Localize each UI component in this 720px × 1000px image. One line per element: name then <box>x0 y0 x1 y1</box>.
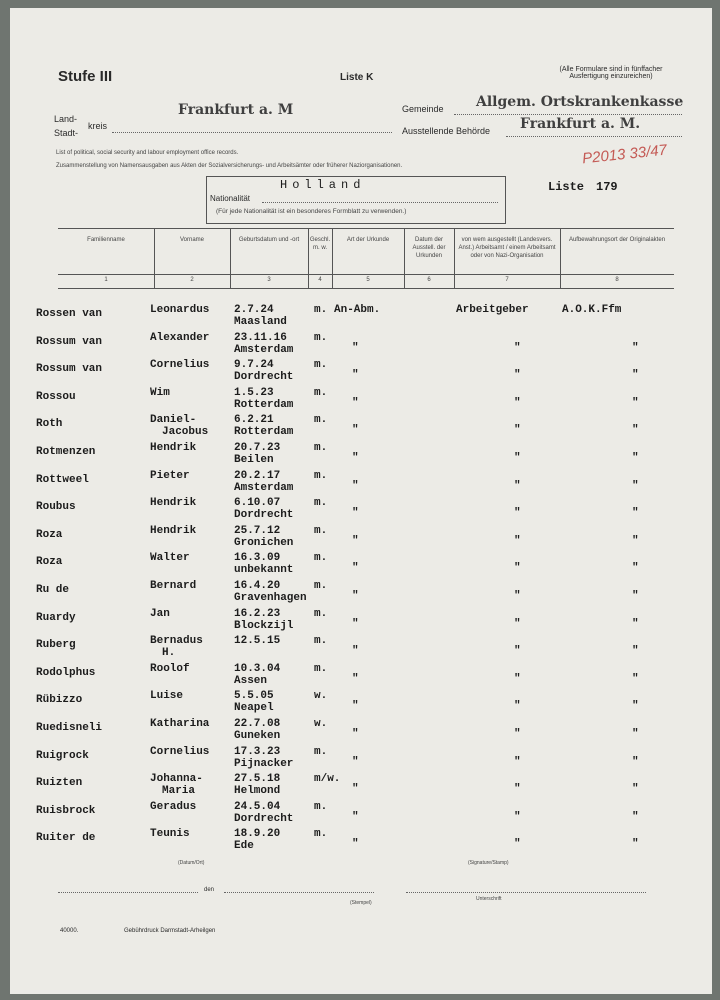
surname-cell: Ruisbrock <box>36 805 96 817</box>
document-type-cell: " <box>352 700 359 712</box>
sex-cell: m. <box>314 608 328 620</box>
sex-cell: m. <box>314 359 328 371</box>
surname-cell: Rottweel <box>36 474 89 486</box>
birth-place-cell: Dordrecht <box>234 371 294 383</box>
column-number: 8 <box>615 277 619 283</box>
sex-cell: m. <box>314 746 328 758</box>
birth-date-cell: 20.7.23 <box>234 442 281 454</box>
issuer-cell: " <box>514 645 521 657</box>
birth-place-cell: Neapel <box>234 702 274 714</box>
document-type-cell: " <box>352 369 359 381</box>
issuer-cell: " <box>514 838 521 850</box>
issuer-cell: " <box>514 783 521 795</box>
nationality-label: Nationalität <box>210 194 251 203</box>
birth-place-cell: Helmond <box>234 785 281 797</box>
issuer-cell: " <box>514 562 521 574</box>
birth-place-cell: Dordrecht <box>234 509 294 521</box>
table-top-rule <box>58 228 674 229</box>
issuer-cell: " <box>514 507 521 519</box>
document-type-cell: " <box>352 452 359 464</box>
document-type-cell: " <box>352 397 359 409</box>
issuer-cell: " <box>514 673 521 685</box>
storage-cell: " <box>632 645 639 657</box>
first-name-cell: Katharina <box>150 718 210 730</box>
stempel-label: (Stempel) <box>350 900 372 906</box>
issuer-cell: " <box>514 618 521 630</box>
birth-date-cell: 23.11.16 <box>234 332 287 344</box>
birth-date-cell: 12.5.15 <box>234 635 281 647</box>
document-type-cell: " <box>352 728 359 740</box>
document-type-cell: " <box>352 673 359 685</box>
column-header: Vorname <box>179 237 204 243</box>
surname-cell: Ruedisneli <box>36 722 103 734</box>
document-type-cell: " <box>352 590 359 602</box>
surname-cell: Ruberg <box>36 639 76 651</box>
storage-cell: " <box>632 535 639 547</box>
birth-place-cell: Maasland <box>234 316 287 328</box>
birth-date-cell: 24.5.04 <box>234 801 281 813</box>
kreis-label: kreis <box>88 121 108 131</box>
storage-cell: A.O.K.Ffm <box>562 304 622 316</box>
sex-cell: w. <box>314 718 328 730</box>
birth-date-cell: 20.2.17 <box>234 470 281 482</box>
document-type-cell: An-Abm. <box>334 304 381 316</box>
birth-date-cell: 1.5.23 <box>234 387 274 399</box>
storage-cell: " <box>632 452 639 464</box>
first-name-cell: Pieter <box>150 470 190 482</box>
column-header: Familienname <box>87 237 125 243</box>
column-header: Aufbewahrungsort der Originalakten <box>568 237 666 243</box>
storage-cell: " <box>632 838 639 850</box>
kreis-stamp: Frankfurt a. M <box>178 102 294 118</box>
surname-cell: Roza <box>36 529 63 541</box>
first-name-cell: Johanna- <box>150 773 203 785</box>
birth-date-cell: 16.3.09 <box>234 552 281 564</box>
surname-cell: Rotmenzen <box>36 446 96 458</box>
issuer-cell: " <box>514 728 521 740</box>
issuer-cell: " <box>514 535 521 547</box>
issuer-cell: " <box>514 590 521 602</box>
birth-place-cell: unbekannt <box>234 564 294 576</box>
storage-cell: " <box>632 811 639 823</box>
surname-cell: Rossen van <box>36 308 103 320</box>
printer-imprint: Gebührdruck Darmstadt-Arheilgen <box>124 928 216 934</box>
storage-cell: " <box>632 783 639 795</box>
document-type-cell: " <box>352 535 359 547</box>
birth-place-cell: Ede <box>234 840 254 852</box>
surname-cell: Rossum van <box>36 336 103 348</box>
storage-cell: " <box>632 728 639 740</box>
handwritten-reference: P2013 33/47 <box>581 141 668 168</box>
column-number: 1 <box>104 277 108 283</box>
gemeinde-label: Gemeinde <box>402 104 444 114</box>
birth-date-cell: 16.2.23 <box>234 608 281 620</box>
first-name-cell: Geradus <box>150 801 197 813</box>
table-number-rule <box>58 288 674 289</box>
sex-cell: m. <box>314 414 328 426</box>
surname-cell: Roza <box>36 556 63 568</box>
issuer-cell: " <box>514 811 521 823</box>
surname-cell: Ru de <box>36 584 70 596</box>
sex-cell: m. <box>314 552 328 564</box>
birth-date-cell: 25.7.12 <box>234 525 281 537</box>
first-name-cell: Leonardus <box>150 304 210 316</box>
birth-date-cell: 17.3.23 <box>234 746 281 758</box>
sex-cell: m. <box>314 332 328 344</box>
surname-cell: Rossum van <box>36 363 103 375</box>
issuer-cell: " <box>514 452 521 464</box>
first-name-cont-cell: Jacobus <box>162 426 209 438</box>
issuer-cell: " <box>514 700 521 712</box>
nationality-note: (Für jede Nationalität ist ein besonderes Formblatt zu verwenden.) <box>216 208 407 215</box>
birth-place-cell: Gronichen <box>234 537 294 549</box>
first-name-cell: Daniel- <box>150 414 197 426</box>
document-type-cell: " <box>352 424 359 436</box>
birth-place-cell: Amsterdam <box>234 344 294 356</box>
birth-place-cell: Guneken <box>234 730 281 742</box>
storage-cell: " <box>632 700 639 712</box>
column-number: 6 <box>427 277 431 283</box>
column-header: Geschl. m. w. <box>309 237 331 251</box>
storage-cell: " <box>632 342 639 354</box>
first-name-cell: Teunis <box>150 828 190 840</box>
first-name-cell: Walter <box>150 552 190 564</box>
signature-stamp-label: (Signature/Stamp) <box>468 860 509 866</box>
english-caption: List of political, social security and labour employment office records. <box>56 150 239 156</box>
first-name-cell: Hendrik <box>150 525 197 537</box>
first-name-cell: Luise <box>150 690 184 702</box>
issuer-cell: " <box>514 480 521 492</box>
sex-cell: m. <box>314 387 328 399</box>
sex-cell: m. <box>314 828 328 840</box>
gemeinde-stamp: Allgem. Ortskrankenkasse <box>476 94 684 110</box>
document-type-cell: " <box>352 562 359 574</box>
first-name-cell: Alexander <box>150 332 210 344</box>
form-title: Stufe III <box>58 68 113 85</box>
storage-cell: " <box>632 480 639 492</box>
form-number: 40000. <box>60 928 79 934</box>
first-name-cell: Jan <box>150 608 170 620</box>
first-name-cell: Roolof <box>150 663 190 675</box>
sex-cell: m. <box>314 525 328 537</box>
storage-cell: " <box>632 756 639 768</box>
sex-cell: m. <box>314 470 328 482</box>
birth-date-cell: 5.5.05 <box>234 690 274 702</box>
behoerde-stamp: Frankfurt a. M. <box>520 116 641 132</box>
storage-cell: " <box>632 424 639 436</box>
birth-date-cell: 27.5.18 <box>234 773 281 785</box>
first-name-cont-cell: Maria <box>162 785 196 797</box>
document-type-cell: " <box>352 756 359 768</box>
column-header: Art der Urkunde <box>346 237 390 243</box>
surname-cell: Rossou <box>36 391 76 403</box>
birth-date-cell: 2.7.24 <box>234 304 274 316</box>
date-place-label: (Datum/Ort) <box>178 860 205 866</box>
stadt-label: Stadt- <box>54 128 79 138</box>
document-type-cell: " <box>352 342 359 354</box>
first-name-cell: Bernard <box>150 580 197 592</box>
surname-cell: Ruizten <box>36 777 83 789</box>
storage-cell: " <box>632 673 639 685</box>
column-header: von wem ausgestellt (Landesvers. Anst.) Arbeitsamt / einem Arbeitsamt oder von Nazi-Organisation <box>458 237 556 259</box>
column-number: 5 <box>366 277 370 283</box>
german-caption: Zusammenstellung von Namensausgaben aus Akten der Sozialversicherungs- und Arbeitsämter oder früherer Naziorganisationen. <box>56 163 403 169</box>
sex-cell: m. <box>314 801 328 813</box>
liste-label: Liste <box>548 180 585 194</box>
birth-place-cell: Assen <box>234 675 268 687</box>
storage-cell: " <box>632 618 639 630</box>
sex-cell: w. <box>314 690 328 702</box>
liste-number: 179 <box>596 180 618 194</box>
document-type-cell: " <box>352 811 359 823</box>
sex-cell: m. <box>314 663 328 675</box>
document-type-cell: " <box>352 838 359 850</box>
column-number: 7 <box>505 277 509 283</box>
document-type-cell: " <box>352 507 359 519</box>
column-number: 2 <box>190 277 194 283</box>
birth-date-cell: 18.9.20 <box>234 828 281 840</box>
first-name-cell: Bernadus <box>150 635 203 647</box>
birth-place-cell: Dordrecht <box>234 813 294 825</box>
birth-place-cell: Amsterdam <box>234 482 294 494</box>
issuer-cell: " <box>514 397 521 409</box>
copies-note: (Alle Formulare sind in fünffacher Ausfertigung einzureichen) <box>559 66 663 80</box>
birth-date-cell: 22.7.08 <box>234 718 281 730</box>
den-label: den <box>204 887 215 893</box>
first-name-cell: Cornelius <box>150 359 210 371</box>
sex-cell: m/w. <box>314 773 341 785</box>
sex-cell: m. <box>314 497 328 509</box>
surname-cell: Rübizzo <box>36 694 83 706</box>
column-header: Datum der Ausstell. der Urkunden <box>412 237 446 259</box>
document-type-cell: " <box>352 618 359 630</box>
issuer-cell: " <box>514 424 521 436</box>
unterschrift-label: Unterschrift <box>476 896 502 902</box>
sex-cell: m. <box>314 304 328 316</box>
nationality-value: Holland <box>280 178 366 192</box>
birth-date-cell: 16.4.20 <box>234 580 281 592</box>
birth-place-cell: Gravenhagen <box>234 592 307 604</box>
issuer-cell: " <box>514 342 521 354</box>
birth-date-cell: 6.2.21 <box>234 414 274 426</box>
surname-cell: Rodolphus <box>36 667 96 679</box>
column-number: 4 <box>318 277 322 283</box>
issuer-cell: " <box>514 756 521 768</box>
column-number: 3 <box>267 277 271 283</box>
surname-cell: Roubus <box>36 501 76 513</box>
behoerde-label: Ausstellende Behörde <box>402 126 491 136</box>
sex-cell: m. <box>314 442 328 454</box>
storage-cell: " <box>632 369 639 381</box>
surname-cell: Ruigrock <box>36 750 89 762</box>
first-name-cont-cell: H. <box>162 647 176 659</box>
sex-cell: m. <box>314 635 328 647</box>
surname-cell: Ruardy <box>36 612 76 624</box>
birth-date-cell: 10.3.04 <box>234 663 281 675</box>
storage-cell: " <box>632 507 639 519</box>
document-type-cell: " <box>352 480 359 492</box>
birth-place-cell: Rotterdam <box>234 399 294 411</box>
birth-place-cell: Blockzijl <box>234 620 294 632</box>
land-label: Land- <box>54 114 78 124</box>
birth-place-cell: Rotterdam <box>234 426 294 438</box>
sex-cell: m. <box>314 580 328 592</box>
column-header: Geburtsdatum und -ort <box>238 237 300 243</box>
birth-place-cell: Pijnacker <box>234 758 294 770</box>
surname-cell: Ruiter de <box>36 832 96 844</box>
first-name-cell: Hendrik <box>150 497 197 509</box>
document-type-cell: " <box>352 645 359 657</box>
list-label: Liste K <box>340 72 374 83</box>
surname-cell: Roth <box>36 418 63 430</box>
issuer-cell: " <box>514 369 521 381</box>
table-header-rule <box>58 274 674 275</box>
document-type-cell: " <box>352 783 359 795</box>
birth-date-cell: 9.7.24 <box>234 359 274 371</box>
document-page <box>10 8 712 994</box>
birth-date-cell: 6.10.07 <box>234 497 281 509</box>
first-name-cell: Wim <box>150 387 170 399</box>
storage-cell: " <box>632 397 639 409</box>
storage-cell: " <box>632 562 639 574</box>
issuer-cell: Arbeitgeber <box>456 304 529 316</box>
storage-cell: " <box>632 590 639 602</box>
first-name-cell: Hendrik <box>150 442 197 454</box>
first-name-cell: Cornelius <box>150 746 210 758</box>
birth-place-cell: Beilen <box>234 454 274 466</box>
